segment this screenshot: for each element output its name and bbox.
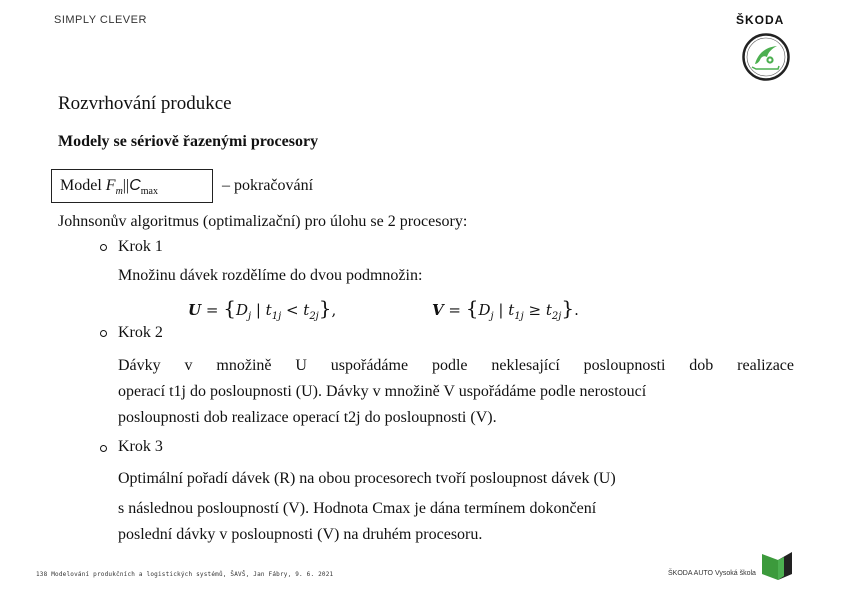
slide-subtitle: Modely se sériově řazenými procesory — [58, 133, 319, 150]
model-prefix: Model — [60, 177, 102, 194]
flag-icon — [760, 550, 794, 582]
intro-text: Johnsonův algoritmus (optimalizační) pro úlohu se 2 procesory: — [58, 213, 468, 230]
step3-paragraph — [118, 466, 616, 548]
step1-text: Množinu dávek rozdělíme do dvou podmnožin: — [118, 267, 423, 284]
step2-line3: posloupnosti dob realizace operací t2j do posloupnosti (V). — [118, 409, 497, 426]
step2-label: Krok 2 — [118, 324, 163, 341]
model-notation: $F_m||C_{max}$ — [105, 177, 158, 198]
bullet-step2 — [100, 330, 107, 337]
step2-line1: Dávky v množině U uspořádáme podle neklesající posloupnosti dob realizace — [118, 357, 794, 374]
bullet-step3 — [100, 445, 107, 452]
skoda-logo — [742, 33, 790, 81]
formula-u: $U = \{D_j$ | $t_{1j} < t_{2j}$}, — [188, 296, 337, 322]
step3-label: Krok 3 — [118, 438, 163, 455]
step3-line3: poslední dávky v posloupnosti (V) na druhém procesoru. — [118, 526, 483, 543]
bullet-step1 — [100, 244, 107, 251]
step3-line2: s následnou posloupností (V). Hodnota Cmax je dána termínem dokončení — [118, 500, 597, 517]
step3-line1: Optimální pořadí dávek (R) na obou procesorech tvoří posloupnost dávek (U) — [118, 470, 616, 487]
brand-name: ŠKODA — [736, 13, 785, 27]
footer-school: ŠKODA AUTO Vysoká škola — [668, 570, 756, 577]
formula-v: $V = \{D_j$ | $t_{1j} \ge t_{2j}$}. — [432, 296, 579, 322]
brand-tagline: SIMPLY CLEVER — [54, 14, 147, 26]
step2-paragraph — [118, 353, 794, 431]
slide-title: Rozvrhování produkce — [58, 93, 232, 114]
step2-line2: operací t1j do posloupnosti (U). Dávky v množině V uspořádáme podle nerostoucí — [118, 383, 647, 400]
continuation-label: – pokračování — [222, 177, 314, 194]
step1-label: Krok 1 — [118, 238, 163, 255]
footer-citation: 138 Modelování produkčních a logistických systémů, ŠAVŠ, Jan Fábry, 9. 6. 2021 — [36, 571, 334, 578]
model-notation-box — [51, 169, 213, 203]
